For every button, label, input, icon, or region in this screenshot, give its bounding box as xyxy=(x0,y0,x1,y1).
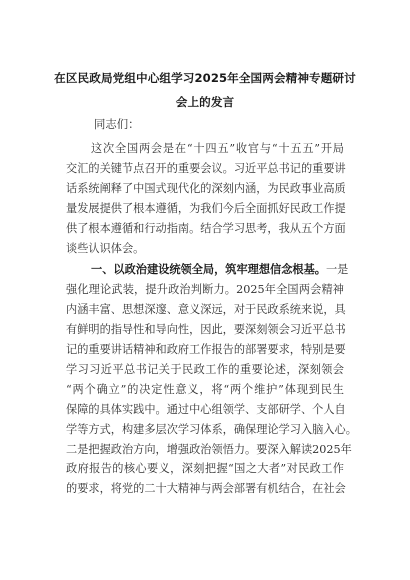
paragraph-line: 学等方式，构建多层次学习体系，确保理论学习入脑入心。 xyxy=(66,422,357,436)
paragraph-line: 二是把握政治方向，增强政治领悟力。要深入解读2025年 xyxy=(66,442,352,456)
paragraph-line: 交汇的关键节点召开的重要会议。习近平总书记的重要讲 xyxy=(66,161,346,175)
paragraph-line: 内涵丰富、思想深邃、意义深远，对于民政系统来说，具 xyxy=(66,303,346,317)
salutation: 同志们： xyxy=(94,117,140,131)
document-title xyxy=(40,66,370,114)
paragraph-line: 强化理论武装，提升政治判断力。2025年全国两会精神 xyxy=(66,283,344,297)
paragraph-line: 的要求，将党的二十大精神与两会部署有机结合，在社会 xyxy=(66,482,346,496)
paragraph-text: 一是 xyxy=(325,263,349,277)
paragraph-line: 这次全国两会是在“十四五”收官与“十五五”开局 xyxy=(91,142,344,155)
paragraph-line: 保障的具体实践中。通过中心组领学、支部研学、个人自 xyxy=(66,402,346,416)
paragraph-line: 记的重要讲话精神和政府工作报告的部署要求，特别是要 xyxy=(66,343,346,356)
title-line-1: 在区民政局党组中心组学习2025年全国两会精神专题研讨 xyxy=(54,71,356,85)
paragraph-line: 政府报告的核心要义，深刻把握“国之大者”对民政工作 xyxy=(66,462,344,476)
title-line-2: 会上的发言 xyxy=(175,95,235,109)
paragraph-line: 谈些认识体会。 xyxy=(66,241,145,255)
paragraph-line: 话系统阐释了中国式现代化的深刻内涵，为民政事业高质 xyxy=(66,181,346,195)
section-heading: 一、以政治建设统领全局，筑牢理想信念根基。 xyxy=(91,263,326,277)
paragraph-line: 有鲜明的指导性和导向性，因此，要深刻领会习近平总书 xyxy=(66,323,346,337)
paragraph-line: 学习习近平总书记关于民政工作的重要论述，深刻领会 xyxy=(66,362,344,376)
paragraph-line: 量发展提供了根本遵循，为我们今后全面抓好民政工作提 xyxy=(66,201,346,215)
section-heading-line xyxy=(91,260,349,280)
paragraph-line: 供了根本遵循和行动指南。结合学习思考，我从五个方面 xyxy=(66,221,346,235)
paragraph-line: “两个确立”的决定性意义，将“两个维护”体现到民生 xyxy=(66,382,344,396)
